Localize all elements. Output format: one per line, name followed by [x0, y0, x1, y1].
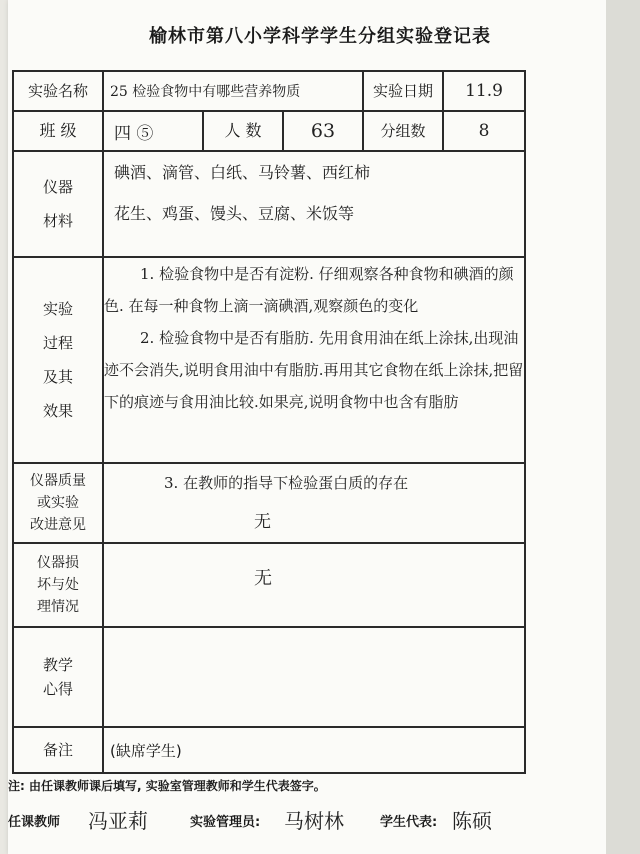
teacher-signature: 冯亚莉: [88, 809, 148, 833]
experiment-form-table: [12, 70, 526, 774]
experiment-name-value: 25 检验食物中有哪些营养物质: [103, 71, 363, 111]
insight-value: [103, 627, 525, 727]
people-label: 人 数: [203, 111, 283, 151]
process-label: [13, 257, 103, 463]
groups-label: 分组数: [363, 111, 443, 151]
groups-value: 8: [443, 111, 525, 151]
student-label: 学生代表:: [380, 815, 438, 830]
insight-label-1: 教学: [42, 656, 73, 674]
experiment-date-label: 实验日期: [363, 71, 443, 111]
materials-label-line2: 材料: [42, 212, 73, 230]
teacher-label: 任课教师: [8, 815, 61, 830]
damage-label-2: 坏与处: [37, 577, 79, 593]
materials-line-1: 碘酒、滴管、白纸、马铃薯、西红柿: [114, 163, 371, 182]
quality-label-1: 仪器质量: [30, 473, 86, 489]
manager-signature: 马树林: [284, 809, 344, 833]
materials-label: [13, 151, 103, 257]
materials-line-2: 花生、鸡蛋、馒头、豆腐、米饭等: [114, 204, 355, 223]
row-process: [13, 257, 525, 463]
remarks-label: 备注: [13, 727, 103, 773]
row-insight: [13, 627, 525, 727]
process-text-1: 1. 检验食物中是否有淀粉. 仔细观察各种食物和碘酒的颜色. 在每一种食物上滴一滴碘酒,观察颜色的变化: [104, 265, 514, 315]
background-edge: [606, 0, 640, 854]
row-damage: [13, 543, 525, 627]
footnote: 注: 由任课教师课后填写, 实验室管理教师和学生代表签字。: [8, 779, 326, 793]
insight-label: [13, 627, 103, 727]
student-signature: 陈硕: [452, 809, 492, 833]
row-materials: [13, 151, 525, 257]
process-value: [103, 257, 525, 463]
class-value: 四 ⑤: [103, 111, 203, 151]
damage-value: [103, 543, 525, 627]
row-experiment-name: [13, 71, 525, 111]
quality-none: 无: [254, 512, 271, 532]
row-remarks: [13, 727, 525, 773]
class-label: 班 级: [13, 111, 103, 151]
process-label-2: 过程: [42, 334, 73, 352]
experiment-name-label: 实验名称: [13, 71, 103, 111]
materials-value: [103, 151, 525, 257]
process-label-1: 实验: [42, 300, 73, 318]
quality-label-3: 改进意见: [30, 517, 86, 533]
insight-label-2: 心得: [42, 680, 73, 698]
damage-label: [13, 543, 103, 627]
signature-row: [0, 805, 640, 845]
form-title: 榆林市第八小学科学学生分组实验登记表: [149, 26, 491, 47]
materials-label-line1: 仪器: [42, 178, 73, 196]
people-value: 63: [283, 111, 363, 151]
process-text-2: 2. 检验食物中是否有脂肪. 先用食用油在纸上涂抹,出现油迹不会消失,说明食用油中有脂肪.再用其它食物在纸上涂抹,把留下的痕迹与食用油比较.如果亮,说明食物中也含有脂肪: [104, 329, 524, 411]
row-quality: [13, 463, 525, 543]
damage-none: 无: [254, 568, 272, 589]
remarks-value: (缺席学生): [103, 727, 525, 773]
damage-label-3: 理情况: [37, 599, 79, 615]
process-label-3: 及其: [42, 368, 73, 386]
experiment-date-value: 11.9: [443, 71, 525, 111]
quality-label: [13, 463, 103, 543]
process-label-4: 效果: [42, 402, 73, 420]
quality-value: [103, 463, 525, 543]
manager-label: 实验管理员:: [190, 815, 261, 830]
row-class-info: [13, 111, 525, 151]
quality-text-3: 3. 在教师的指导下检验蛋白质的存在: [164, 474, 409, 492]
damage-label-1: 仪器损: [37, 555, 79, 571]
quality-label-2: 或实验: [37, 495, 79, 511]
